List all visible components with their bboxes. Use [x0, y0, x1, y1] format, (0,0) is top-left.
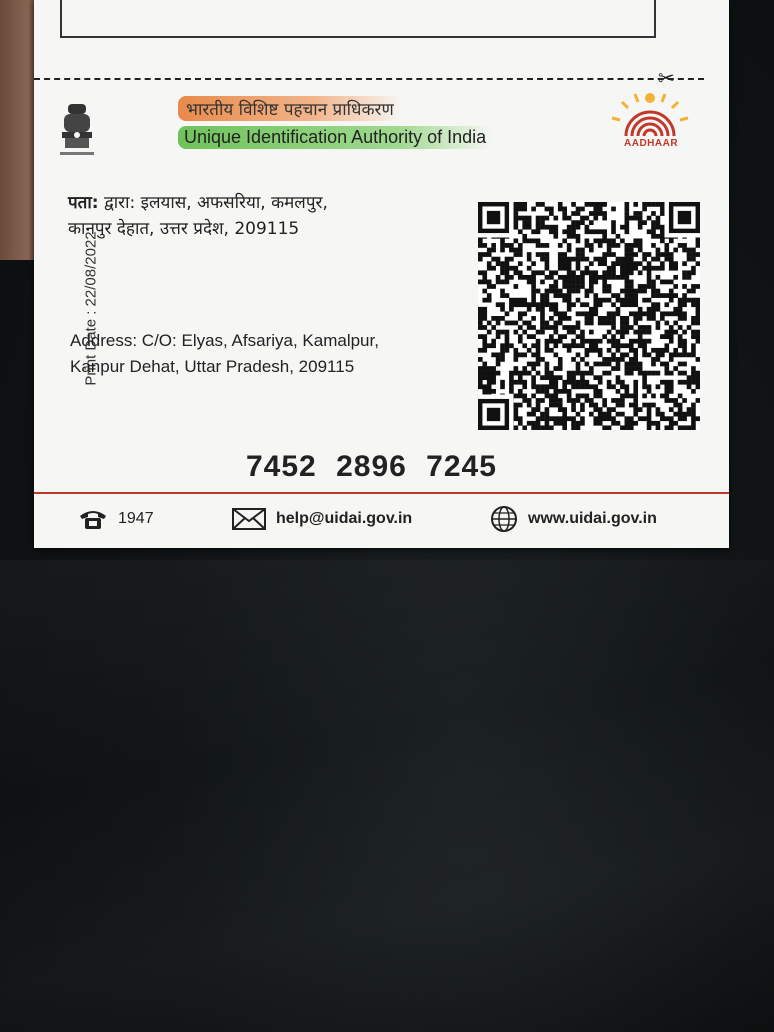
phone-icon — [78, 508, 108, 530]
address-hindi — [68, 190, 328, 242]
footer — [34, 504, 729, 540]
header-english: Unique Identification Authority of India — [178, 126, 492, 149]
footer-website — [490, 504, 657, 534]
address-english-line1: Address: C/O: Elyas, Afsariya, Kamalpur, — [70, 331, 379, 350]
fabric-background — [0, 560, 774, 1032]
header-hindi: भारतीय विशिष्ट पहचान प्राधिकरण — [178, 96, 402, 121]
footer-email — [232, 504, 412, 534]
phone-number: 1947 — [118, 510, 154, 527]
address-english — [70, 328, 379, 380]
scissors-icon: ✂ — [658, 66, 675, 90]
footer-phone — [78, 504, 154, 534]
address-hindi-text1: द्वारा: इलयास, अफसरिया, कमलपुर, — [103, 193, 328, 213]
address-english-line2: Kanpur Dehat, Uttar Pradesh, 209115 — [70, 357, 355, 376]
qr-code — [478, 202, 700, 430]
aadhaar-logo-text: AADHAAR — [624, 138, 679, 149]
national-emblem-icon — [56, 100, 98, 162]
website-url[interactable]: www.uidai.gov.in — [528, 510, 657, 527]
email-address[interactable]: help@uidai.gov.in — [276, 510, 413, 527]
upper-section-box — [60, 0, 656, 38]
footer-divider — [34, 492, 729, 494]
aadhaar-card — [34, 0, 729, 548]
print-date: Print Date : 22/08/2022 — [82, 231, 100, 386]
address-hindi-line1 — [68, 190, 328, 216]
globe-icon — [490, 505, 518, 533]
address-hindi-label: पता: — [68, 193, 99, 213]
mail-icon — [232, 508, 266, 530]
cut-line — [34, 78, 704, 80]
address-hindi-line2: कानपुर देहात, उत्तर प्रदेश, 209115 — [68, 219, 300, 239]
aadhaar-number: 7452 2896 7245 — [246, 450, 497, 483]
